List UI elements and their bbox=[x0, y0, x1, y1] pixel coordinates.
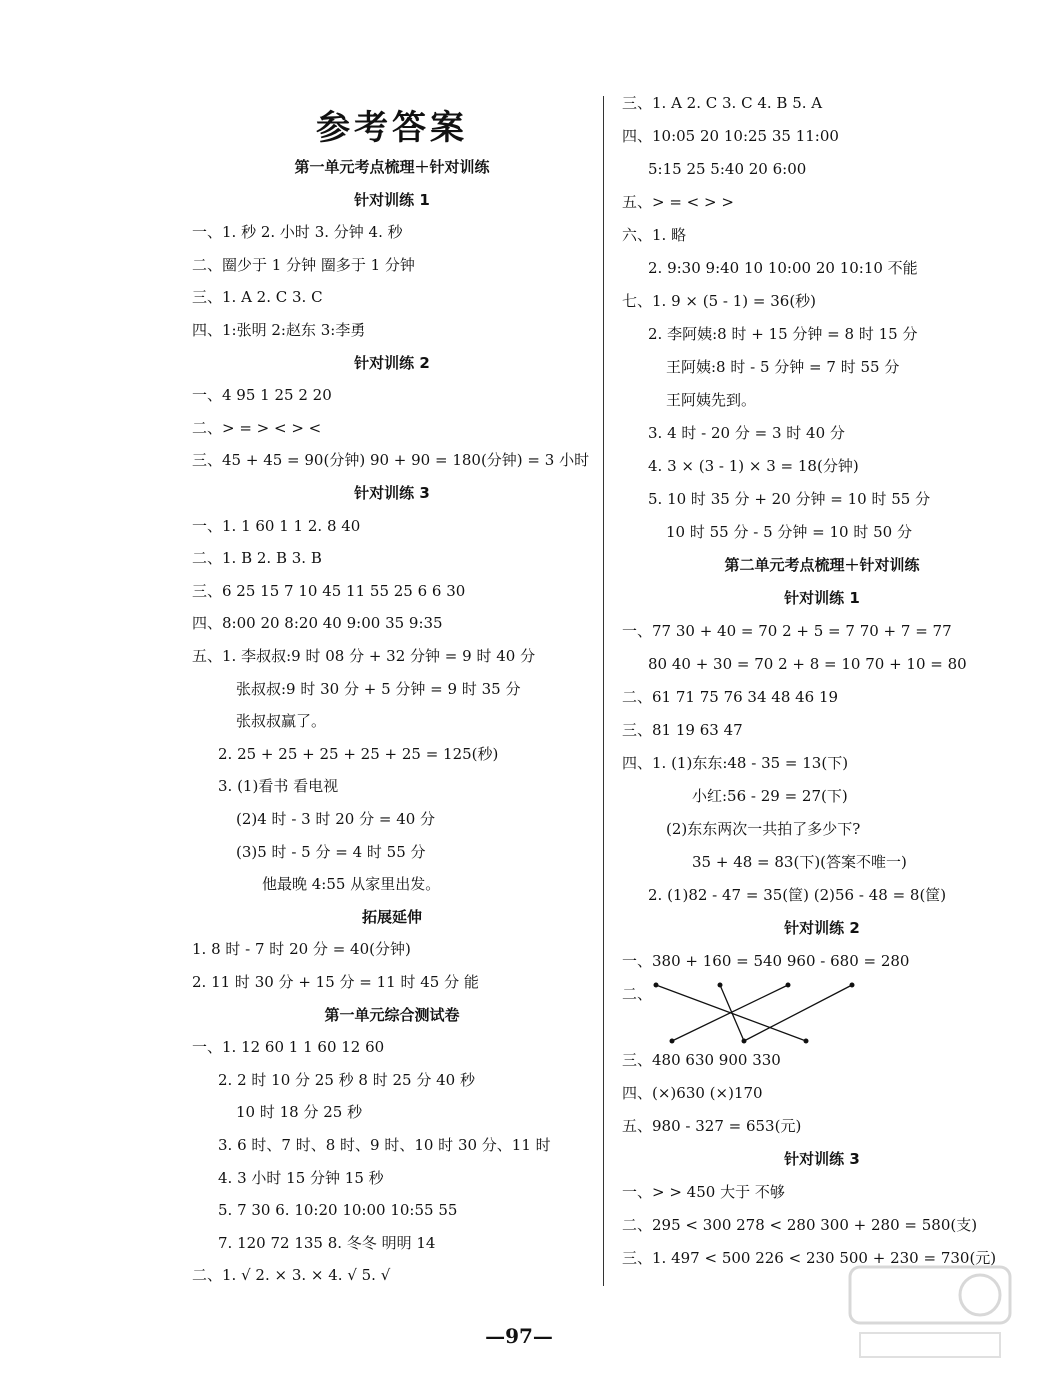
answer-line: 10 时 18 分 25 秒 bbox=[236, 1103, 363, 1122]
answer-line: 一、1. 12 60 1 1 60 12 60 bbox=[192, 1038, 385, 1057]
answer-line: 小红:56 - 29 = 27(下) bbox=[692, 787, 848, 805]
match-dot bbox=[804, 1039, 809, 1044]
answer-line: 三、1. A 2. C 3. C 4. B 5. A bbox=[622, 94, 823, 112]
answer-line: 一、4 95 1 25 2 20 bbox=[192, 386, 332, 405]
section-heading: 针对训练 3 bbox=[354, 484, 430, 502]
matching-line bbox=[672, 985, 788, 1041]
match-dot bbox=[654, 983, 659, 988]
answer-line: 六、1. 略 bbox=[622, 226, 687, 244]
answer-line: 二、1. B 2. B 3. B bbox=[192, 549, 322, 568]
answer-line: 一、> > 450 大于 不够 bbox=[622, 1183, 785, 1201]
section-heading: 针对训练 2 bbox=[784, 919, 860, 937]
answer-line: 四、10:05 20 10:25 35 11:00 bbox=[622, 127, 839, 145]
answer-line: 二、295 < 300 278 < 280 300 + 280 = 580(支) bbox=[622, 1216, 978, 1234]
answer-line: 35 + 48 = 83(下)(答案不唯一) bbox=[692, 853, 907, 871]
match-dot bbox=[718, 983, 723, 988]
answer-line: 一、380 + 160 = 540 960 - 680 = 280 bbox=[622, 952, 910, 970]
answer-line: 2. 25 + 25 + 25 + 25 + 25 = 125(秒) bbox=[218, 744, 499, 763]
answer-line: 四、1:张明 2:赵东 3:李勇 bbox=[192, 321, 366, 339]
answer-line: (2)4 时 - 3 时 20 分 = 40 分 bbox=[236, 810, 436, 828]
answer-line: 7. 120 72 135 8. 冬冬 明明 14 bbox=[218, 1233, 436, 1252]
answer-line: 三、6 25 15 7 10 45 11 55 25 6 6 30 bbox=[192, 581, 466, 600]
answer-line: 三、1. 497 < 500 226 < 230 500 + 230 = 730(元) bbox=[622, 1249, 997, 1267]
answer-line: 一、77 30 + 40 = 70 2 + 5 = 7 70 + 7 = 77 bbox=[622, 622, 952, 640]
section-heading: 针对训练 2 bbox=[354, 353, 430, 372]
page-title: 参考答案 bbox=[316, 108, 468, 148]
right-column bbox=[622, 0, 1022, 1290]
answer-line: 一、1. 1 60 1 1 2. 8 40 bbox=[192, 516, 361, 535]
answer-line: 3. (1)看书 看电视 bbox=[218, 777, 339, 796]
answer-line: 3. 4 时 - 20 分 = 3 时 40 分 bbox=[648, 424, 845, 442]
answer-line: 三、45 + 45 = 90(分钟) 90 + 90 = 180(分钟) = 3 小时 bbox=[192, 451, 590, 470]
section-heading: 第一单元综合测试卷 bbox=[324, 1005, 460, 1024]
answer-line: 王阿姨:8 时 - 5 分钟 = 7 时 55 分 bbox=[666, 358, 900, 376]
answer-line: 二、 bbox=[622, 985, 653, 1003]
answer-line: 3. 6 时、7 时、8 时、9 时、10 时 30 分、11 时 bbox=[218, 1136, 551, 1154]
match-dot bbox=[786, 983, 791, 988]
section-heading: 针对训练 1 bbox=[354, 190, 430, 209]
left-column bbox=[192, 0, 592, 1290]
matching-line bbox=[744, 985, 852, 1041]
page-number: —97— bbox=[485, 1324, 553, 1348]
answer-line: 5:15 25 5:40 20 6:00 bbox=[648, 160, 807, 178]
answer-line: 2. 李阿姨:8 时 + 15 分钟 = 8 时 15 分 bbox=[648, 325, 918, 343]
answer-line: 五、1. 李叔叔:9 时 08 分 + 32 分钟 = 9 时 40 分 bbox=[192, 647, 536, 665]
answer-line: 五、> = < > > bbox=[622, 193, 734, 211]
answer-line: 1. 8 时 - 7 时 20 分 = 40(分钟) bbox=[192, 940, 411, 959]
answer-line: 二、1. √ 2. × 3. × 4. √ 5. √ bbox=[192, 1266, 391, 1285]
answer-line: 四、8:00 20 8:20 40 9:00 35 9:35 bbox=[192, 614, 443, 633]
match-dot bbox=[850, 983, 855, 988]
answer-line: 2. 11 时 30 分 + 15 分 = 11 时 45 分 能 bbox=[192, 973, 479, 991]
answer-line: 四、1. (1)东东:48 - 35 = 13(下) bbox=[622, 754, 849, 772]
match-dot bbox=[670, 1039, 675, 1044]
match-dot bbox=[742, 1039, 747, 1044]
answer-line: 5. 10 时 35 分 + 20 分钟 = 10 时 55 分 bbox=[648, 490, 931, 508]
answer-line: (3)5 时 - 5 分 = 4 时 55 分 bbox=[236, 842, 426, 861]
answer-line: 2. (1)82 - 47 = 35(筐) (2)56 - 48 = 8(筐) bbox=[648, 886, 947, 904]
matching-line bbox=[720, 985, 744, 1041]
section-heading: 针对训练 1 bbox=[784, 589, 860, 607]
watermark-logo bbox=[830, 1257, 1030, 1367]
answer-line: 一、1. 秒 2. 小时 3. 分钟 4. 秒 bbox=[192, 223, 403, 242]
matching-lines-diagram bbox=[652, 981, 872, 1047]
answer-line: 2. 9:30 9:40 10 10:00 20 10:10 不能 bbox=[648, 259, 918, 277]
answer-line: (2)东东两次一共拍了多少下? bbox=[666, 820, 861, 838]
section-heading: 第二单元考点梳理＋针对训练 bbox=[724, 556, 920, 574]
answer-line: 五、980 - 327 = 653(元) bbox=[622, 1117, 802, 1135]
answer-line: 二、圈少于 1 分钟 圈多于 1 分钟 bbox=[192, 255, 415, 274]
answer-line: 5. 7 30 6. 10:20 10:00 10:55 55 bbox=[218, 1201, 458, 1220]
answer-line: 三、1. A 2. C 3. C bbox=[192, 288, 323, 307]
answer-line: 4. 3 小时 15 分钟 15 秒 bbox=[218, 1168, 384, 1187]
answer-line: 张叔叔赢了。 bbox=[236, 712, 327, 731]
answer-line: 四、(×)630 (×)170 bbox=[622, 1084, 763, 1102]
answer-line: 二、> = > < > < bbox=[192, 418, 322, 437]
answer-line: 七、1. 9 × (5 - 1) = 36(秒) bbox=[622, 292, 817, 310]
answer-line: 二、61 71 75 76 34 48 46 19 bbox=[622, 688, 839, 706]
answer-line: 张叔叔:9 时 30 分 + 5 分钟 = 9 时 35 分 bbox=[236, 679, 521, 698]
section-heading: 第一单元考点梳理＋针对训练 bbox=[294, 158, 490, 176]
answer-line: 他最晚 4:55 从家里出发。 bbox=[262, 875, 441, 894]
answer-line: 80 40 + 30 = 70 2 + 8 = 10 70 + 10 = 80 bbox=[648, 655, 967, 673]
answer-line: 三、480 630 900 330 bbox=[622, 1051, 781, 1069]
answer-line: 2. 2 时 10 分 25 秒 8 时 25 分 40 秒 bbox=[218, 1070, 475, 1089]
column-divider bbox=[603, 96, 604, 1286]
answer-line: 王阿姨先到。 bbox=[666, 391, 757, 409]
section-heading: 拓展延伸 bbox=[361, 907, 422, 926]
answer-line: 10 时 55 分 - 5 分钟 = 10 时 50 分 bbox=[666, 523, 912, 541]
section-heading: 针对训练 3 bbox=[784, 1150, 860, 1168]
answer-line: 三、81 19 63 47 bbox=[622, 721, 743, 739]
answer-line: 4. 3 × (3 - 1) × 3 = 18(分钟) bbox=[648, 457, 859, 475]
